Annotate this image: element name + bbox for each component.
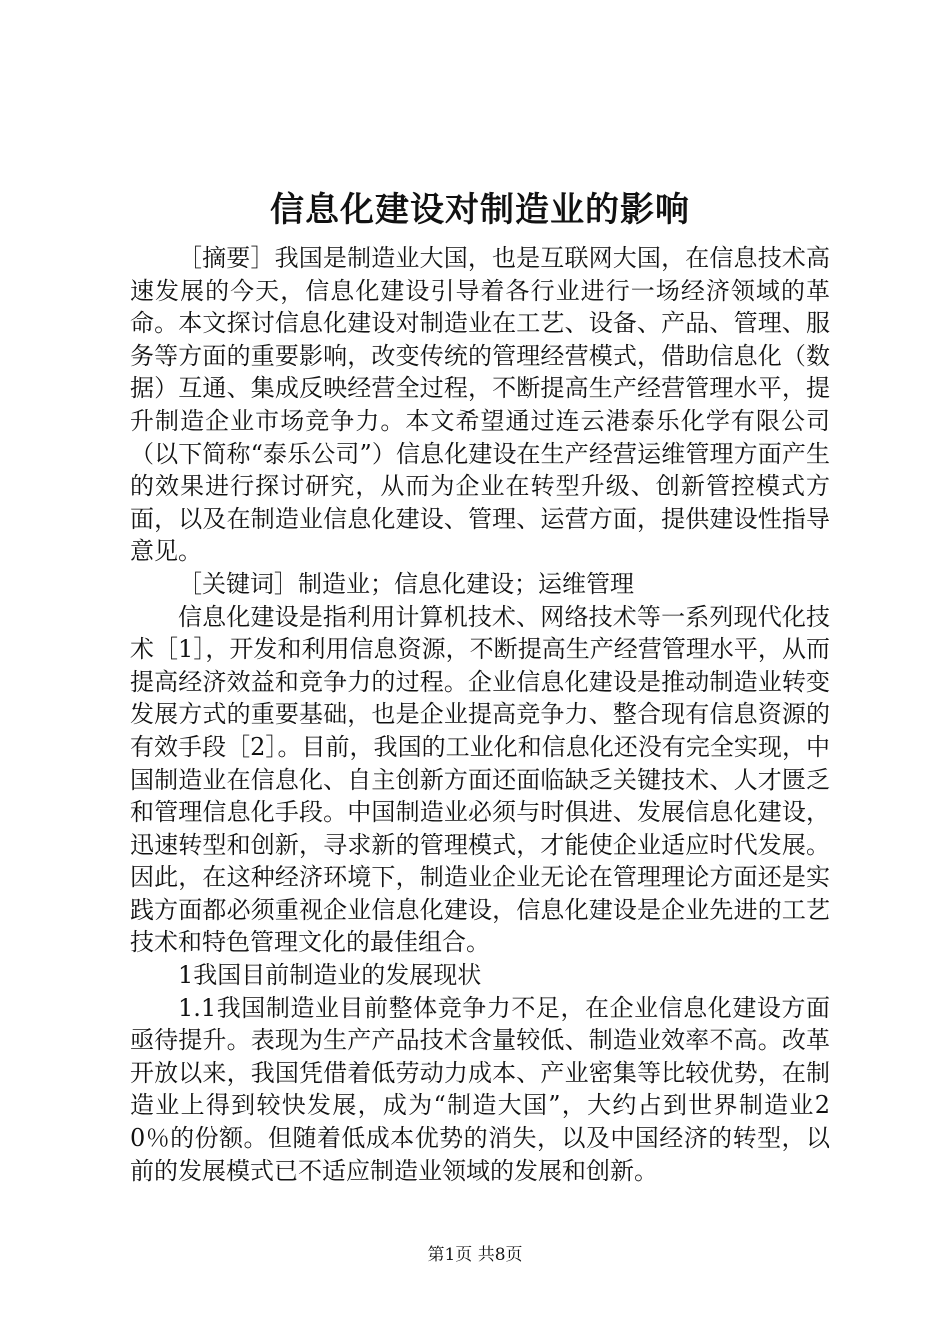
body-paragraph: 1.1我国制造业目前整体竞争力不足，在企业信息化建设方面亟待提升。表现为生产产品技术含量较低、制造业效率不高。改革开放以来，我国凭借着低劳动力成本、产业密集等比较优势，在制造业上得到较快发展，成为“制造大国”，大约占到世界制造业20％的份额。但随着低成本优势的消失，以及中国经济的转型，以前的发展模式已不适应制造业领域的发展和创新。 (130, 993, 830, 1185)
document-page (130, 180, 830, 1187)
abstract-paragraph: ［摘要］我国是制造业大国，也是互联网大国，在信息技术高速发展的今天，信息化建设引导着各行业进行一场经济领域的革命。本文探讨信息化建设对制造业在工艺、设备、产品、管理、服务等方面的重要影响，改变传统的管理经营模式，借助信息化（数据）互通、集成反映经营全过程，不断提高生产经营管理水平，提升制造企业市场竞争力。本文希望通过连云港泰乐化学有限公司（以下简称“泰乐公司”）信息化建设在生产经营运维管理方面产生的效果进行探讨研究，从而为企业在转型升级、创新管控模式方面，以及在制造业信息化建设、管理、运营方面，提供建设性指导意见。 (130, 244, 830, 566)
document-title: 信息化建设对制造业的影响 (270, 190, 690, 230)
keywords-paragraph: ［关键词］制造业；信息化建设；运维管理 (178, 569, 634, 598)
body-paragraph: 信息化建设是指利用计算机技术、网络技术等一系列现代化技术［1］，开发和利用信息资源，不断提高生产经营管理水平，从而提高经济效益和竞争力的过程。企业信息化建设是推动制造业转变发展方式的重要基础，也是企业提高竞争力、整合现有信息资源的有效手段［2］。目前，我国的工业化和信息化还没有完全实现，中国制造业在信息化、自主创新方面还面临缺乏关键技术、人才匮乏和管理信息化手段。中国制造业必须与时俱进、发展信息化建设，迅速转型和创新，寻求新的管理模式，才能使企业适应时代发展。因此，在这种经济环境下，制造业企业无论在管理理论方面还是实践方面都必须重视企业信息化建设，信息化建设是企业先进的工艺技术和特色管理文化的最佳组合。 (130, 602, 830, 957)
section-heading: 1我国目前制造业的发展现状 (178, 961, 482, 990)
page-footer: 第1页 共8页 (427, 1245, 523, 1265)
